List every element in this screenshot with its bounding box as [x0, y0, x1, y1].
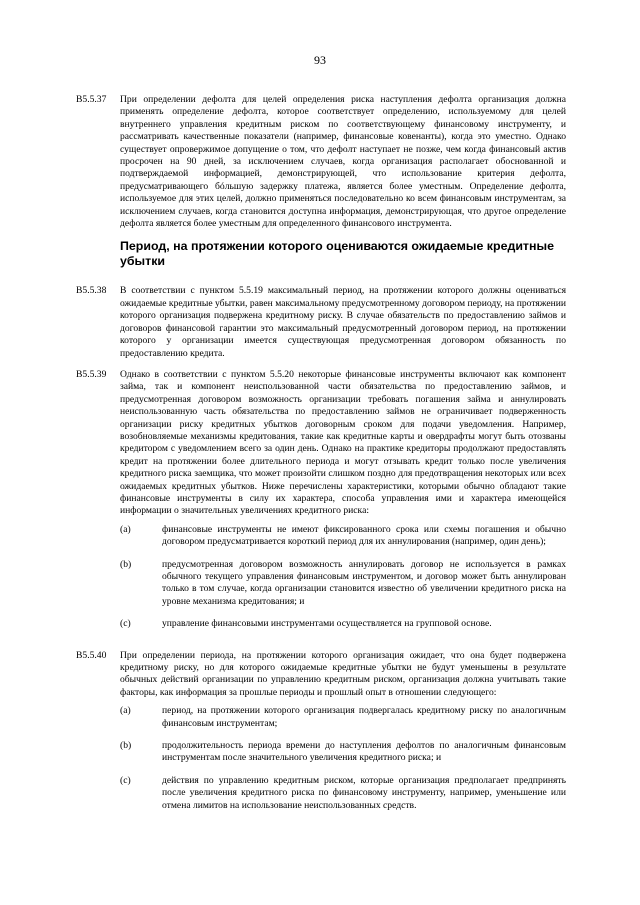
- paragraph-number: B5.5.40: [76, 649, 107, 661]
- paragraph-b5-5-38: [76, 285, 566, 359]
- paragraph-body: [120, 369, 566, 641]
- sub-list: [120, 524, 566, 631]
- list-item-text: продолжительность периода времени до наступления дефолтов по аналогичным финансовым инструментам после значительного увеличения кредитного риска; и: [162, 740, 566, 764]
- list-item-text: управление финансовыми инструментами осуществляется на групповой основе.: [162, 618, 492, 630]
- list-item: [120, 524, 566, 549]
- page-content: [76, 94, 566, 831]
- paragraph-text: В соответствии с пунктом 5.5.19 максимальный период, на протяжении которого должны оцениваться ожидаемые кредитные убытки, равен максимальному предусмотренному договором периоду, на протяжении которого организация подвержена кредитному риску. В случае обязательств по предоставлению займов и договоров финансовой гарантии это максимальный предусмотренный договором период, на протяжении которого у организации имеется существующая предусмотренная договором обязанность по предоставлению кредита.: [120, 285, 566, 359]
- sub-list: [120, 705, 566, 812]
- section-heading: Период, на протяжении которого оцениваются ожидаемые кредитные убытки: [120, 239, 554, 269]
- paragraph-text: При определении дефолта для целей определения риска наступления дефолта организация должна применять определение дефолта, которое соответствует определению, используемому для целей внутреннего управления кредитным риском по соответствующему финансовому инструменту, и рассматривать качественные показатели (например, финансовые ковенанты), когда это уместно. Однако существует опровержимое допущение о том, что дефолт наступает не позже, чем когда финансовый актив просрочен на 90 дней, за исключением случаев, когда организация располагает обоснованной и подтверждаемой информацией, демонстрирующей, что использование критерия дефолта, предусматривающего бóльшую задержку платежа, является более уместным. Определение дефолта, используемое для этих целей, должно применяться последовательно ко всем финансовым инструментам, за исключением случаев, когда становится доступна информация, демонстрирующая, что другое определение дефолта является более уместным для определенного финансового инструмента.: [120, 94, 566, 230]
- paragraph-b5-5-39: [76, 369, 566, 641]
- list-item-label: (a): [120, 705, 131, 717]
- paragraph-text: При определении периода, на протяжении которого организация ожидает, что она будет подвержена кредитному риску, но для которого ожидаемые кредитные убытки не будут уменьшены в результате обычных действий организации по управлению кредитным риском, организация должна учитывать такие факторы, как информация за прошлые периоды и прошлый опыт в отношении следующего:: [120, 649, 566, 698]
- paragraph-number: B5.5.38: [76, 285, 107, 297]
- list-item: [120, 618, 566, 630]
- paragraph-b5-5-40: [76, 650, 566, 822]
- paragraph-body: [120, 650, 566, 822]
- list-item-label: (b): [120, 740, 132, 752]
- paragraph-number: B5.5.37: [76, 94, 107, 105]
- list-item: [120, 705, 566, 730]
- paragraph-number: B5.5.39: [76, 368, 107, 380]
- list-item-label: (c): [120, 774, 131, 786]
- list-item: [120, 740, 566, 765]
- page-number: 93: [314, 53, 326, 67]
- list-item-text: период, на протяжении которого организация подвергалась кредитному риску по аналогичным финансовым инструментам;: [162, 705, 566, 729]
- list-item: [120, 775, 566, 812]
- list-item-text: действия по управлению кредитным риском, которые организация предполагает предпринять после увеличения кредитного риска по финансовому инструменту, например, уменьшение или отмена лимитов на использование неиспользованных средств.: [162, 774, 566, 811]
- list-item-label: (c): [120, 618, 131, 630]
- list-item-label: (b): [120, 558, 132, 570]
- list-item: [120, 559, 566, 609]
- list-item-label: (a): [120, 523, 131, 535]
- paragraph-text: Однако в соответствии с пунктом 5.5.20 некоторые финансовые инструменты включают как компонент займа, так и компонент неиспользованной части обязательства по предоставлению займов, и предусмотренная договором возможность организации требовать погашения займа и аннулировать неиспользованную часть обязательства по предоставлению займов не ограничивает подверженность организации риску кредитных убытков договорным сроком для подачи уведомления. Например, возобновляемые механизмы кредитования, такие как кредитные карты и овердрафты могут быть отозваны кредитором с уведомлением всего за один день. Однако на практике кредиторы продолжают предоставлять кредит на протяжении более длительного периода и могут отзывать кредит только после увеличения кредитного риска заемщика, что может произойти слишком поздно для предотвращения некоторых или всех ожидаемых кредитных убытков. Ниже перечислены характеристики, которыми обычно обладают такие финансовые инструменты в силу их характера, способа управления ими и характера имеющейся информации о значительных увеличениях кредитного риска:: [120, 368, 566, 517]
- list-item-text: финансовые инструменты не имеют фиксированного срока или схемы погашения и обычно договором предусматривается короткий период для их аннулирования (например, один день);: [162, 523, 566, 548]
- list-item-text: предусмотренная договором возможность аннулировать договор не используется в рамках обычного текущего управления финансовым инструментом, и договор может быть аннулирован только в том случае, когда организации становится известно об увеличении кредитного риска на уровне механизма кредитования; и: [162, 558, 566, 607]
- paragraph-b5-5-37: [76, 94, 566, 230]
